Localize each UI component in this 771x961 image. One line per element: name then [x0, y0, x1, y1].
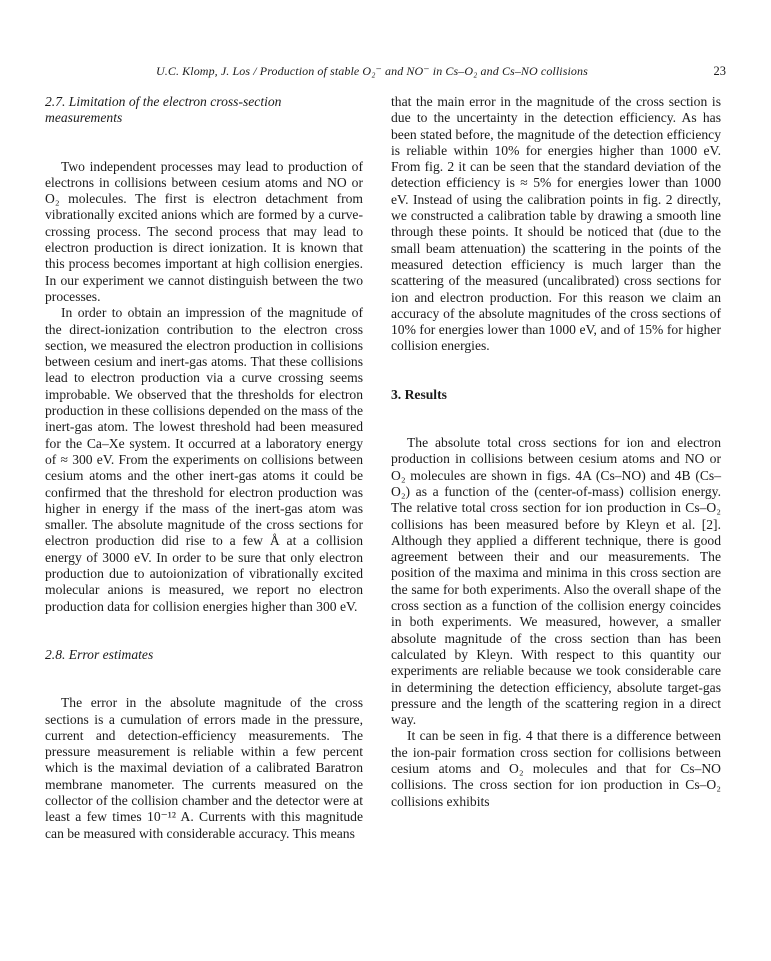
section-3-paragraph-1: The absolute total cross sections for ion and electron production in collisions between cesium atoms and NO or O₂ molecules are shown in figs. 4A (Cs–NO) and 4B (Cs–O₂) as a function of the (center-of-mass) collision energy. The relative total cross section for ion production in Cs–O₂ collisions has been measured before by Kleyn et al. [2]. Although they applied a different technique, there is good agreement between their and our measurements. The position of the maxima and minima in this cross section are the same for both experiments. Also the overall shape of the cross section as a function of the collision energy coincides in both experiments. We measured, however, a smaller absolute magnitude of the cross section than has been calculated by Kleyn. With respect to this quantity our experiments are reliable because we took considerable care in determining the detection efficiency, absolute target-gas pressure and the length of the scattering region in a direct way. [391, 435, 721, 728]
section-2-7-title-line1: 2.7. Limitation of the electron cross-section [45, 94, 282, 109]
running-header [46, 64, 726, 84]
running-title: U.C. Klomp, J. Los / Production of stable O₂⁻ and NO⁻ in Cs–O₂ and Cs–NO collisions [156, 64, 588, 78]
section-2-7-title-line2: measurements [45, 110, 123, 126]
section-3-title: 3. Results [391, 386, 447, 402]
section-2-8-paragraph-1: The error in the absolute magnitude of the cross sections is a cumulation of errors made in the pressure, current and detection-efficiency measurements. The pressure measurement is reliable within a few percent which is the maximal deviation of a calibrated Baratron membrane manometer. The currents measured on the collector of the collision chamber and the detector were at least a few times 10⁻¹² A. Currents with this magnitude can be measured with considerable accuracy. This means [45, 695, 363, 841]
left-column [45, 94, 363, 842]
section-2-7-paragraph-2: In order to obtain an impression of the magnitude of the direct-ionization contribution to the electron cross section, we measured the electron production in collisions between cesium and inert-gas atoms. That these collisions lead to electron production via a curve crossing seems improbable. We observed that the thresholds for electron production in these collisions depended on the mass of the inert-gas atom. The lowest threshold had been measured for the Ca–Xe system. It occurred at a laboratory energy of ≈ 300 eV. From the experiments on collisions between cesium atoms and the other inert-gas atoms it could be confirmed that the threshold for electron production was higher in energy if the mass of the inert-gas atom was smaller. The absolute magnitude of the cross sections for electron production did rise to a few Å at a collision energy of 3000 eV. In order to be sure that only electron production due to autoionization of vibrationally excited molecular anions is measured, we report no electron production data for collision energies higher than 300 eV. [45, 305, 363, 614]
page-number: 23 [713, 64, 726, 78]
section-2-8-continuation: that the main error in the magnitude of the cross section is due to the uncertainty in the detection efficiency. As has been stated before, the magnitude of the detection efficiency is reliable within 10% for energies higher than 1000 eV. From fig. 2 it can be seen that the standard deviation of the detection efficiency is ≈ 5% for energies lower than 1000 eV. Instead of using the calibration points in fig. 2 directly, we constructed a calibration table by drawing a smooth line through these points. It should be noticed that (due to the small beam attenuation) the scattering in the points of the measured detection efficiency is much larger than the scattering of the measured (uncalibrated) cross sections for ion and electron production. For this reason we claim an accuracy of the absolute magnitudes of the cross sections of 10% for energies lower than 1000 eV, and of 15% for higher collision energies. [391, 94, 721, 354]
right-column [391, 94, 721, 810]
section-2-8-title: 2.8. Error estimates [45, 646, 154, 662]
section-2-7-paragraph-1: Two independent processes may lead to production of electrons in collisions between cesium atoms and NO or O₂ molecules. The first is electron detachment from vibrationally excited anions which are formed by a curve-crossing process. The second process that may lead to electron production is direct ionization. It is known that this process becomes important at high collision energies. In our experiment we cannot distinguish between the two processes. [45, 158, 363, 304]
section-3-paragraph-2: It can be seen in fig. 4 that there is a difference between the ion-pair formation cross section for collisions between cesium atoms and O₂ molecules and that for Cs–NO collisions. The cross section for ion production in Cs–O₂ collisions exhibits [391, 728, 721, 809]
